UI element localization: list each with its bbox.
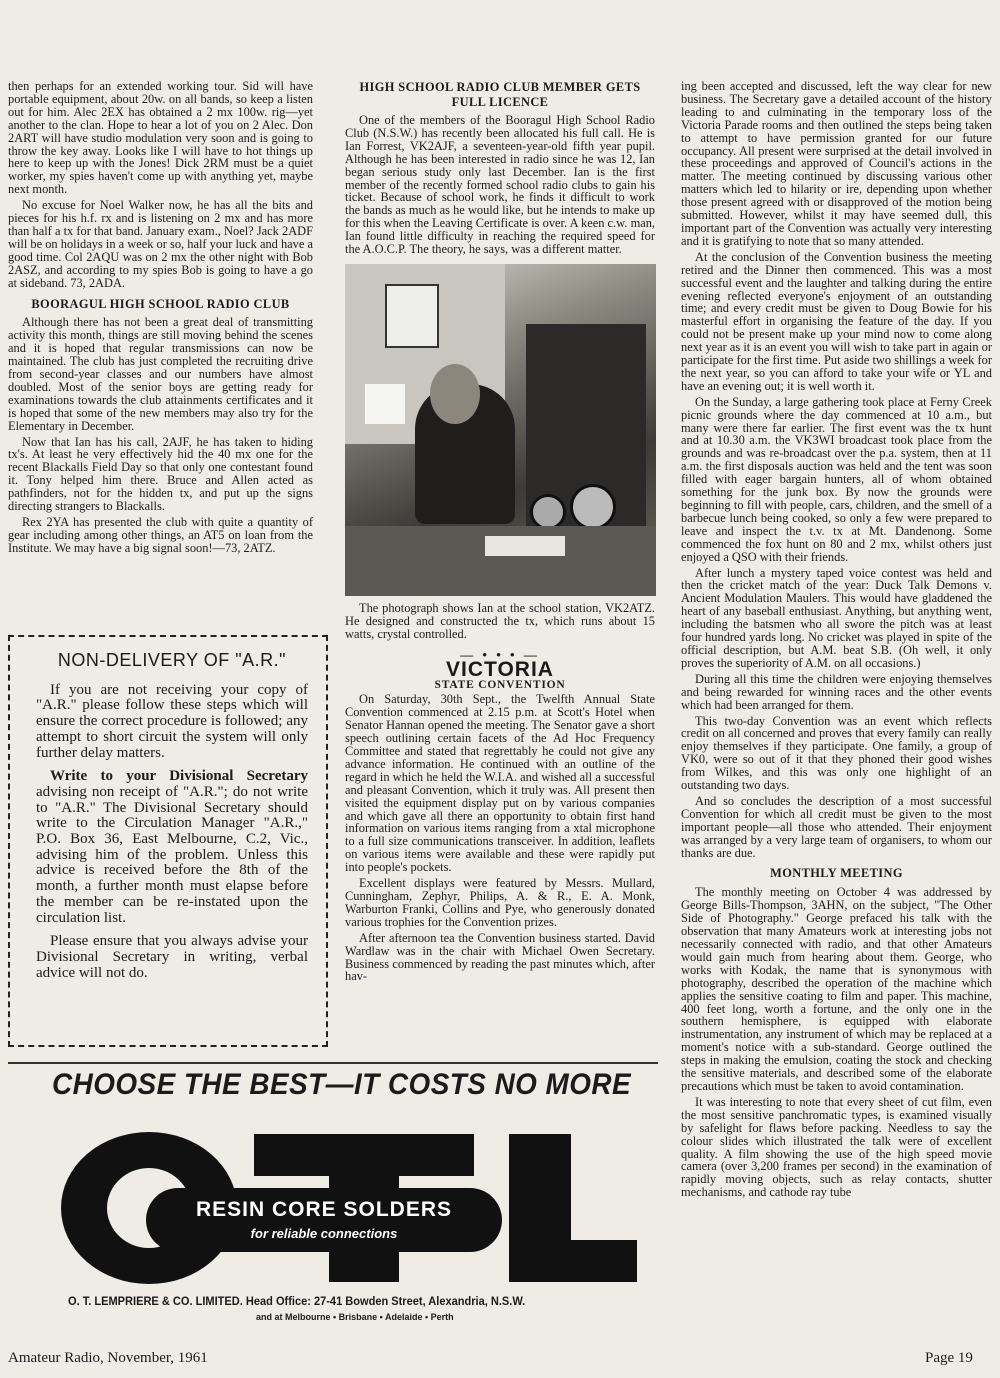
article-paragraph: After lunch a mystery taped voice contest was held and then the cricket match of the year: Duck Talk Demons v. Ancient Modulation Maulers. This would have gladdened the heart of any baseball enthusiast. Anything, but anything went, including the batsmen who all swore the pitch was at least four hundred yards long. No cricket was played in spite of the official description, but A.M. beat S.B. (Oh well, it only proves the superiority of A.M. on all occasions.) (681, 565, 992, 670)
article-paragraph: After afternoon tea the Convention business started. David Wardlaw was in the chair with Michael Owen Secretary. Business commenced by reading the past minutes which, after hav- (345, 930, 655, 984)
article-paragraph: The monthly meeting on October 4 was addressed by George Bills-Thompson, 3AHN, on the subject, "The Other Side of Photography." George prefaced his talk with the observation that many Amateurs work at interesting jobs not necessarily connected with radio, and that other Amateurs would gain much from hearing about them. George, who works with Kodak, the name that is synonymous with photography, described the operation of the machine which applies the sensitive coating to film and paper. This machine, 400 feet long, worth a fortune, and the only one in the southern hemisphere, is equipped with elaborate instrumentation, any instrument of which may be replaced at a moment's notice with a sub-standard. George outlined the steps in making the emulsion, coating the stock and checking the sensitive materials, and described some of the elaborate precautions which must be taken to avoid contamination. (681, 885, 992, 1093)
photo-meter (570, 484, 616, 530)
article-paragraph: then perhaps for an extended working tour. Sid will have portable equipment, about 20w. on all bands, so keep a listen out for him. Alec 2EX has obtained a 2 mx 100w. rig—yet another to the clan. Hope to hear a lot of you on 2 Alec. Don 2ART will have studio modulation very soon and is going to throw the key away. Looks like I will have to hot things up here to keep up with the Jones! Dick 2RM must be a quiet worker, my spies haven't come up with anything yet, maybe next month. (8, 79, 313, 197)
article-paragraph: This two-day Convention was an event which reflects credit on all concerned and proves that every family can really enjoy themselves if they participate. One family, a group of VK0, were so out of it that they phoned their good wishes from Wilkes, and this was only one highlight of an outstanding two days. (681, 713, 992, 793)
article-heading-line: FULL LICENCE (451, 95, 549, 109)
notice-paragraph (36, 769, 308, 926)
notice-paragraph: Please ensure that you always advise your Divisional Secretary in writing, verbal advice will not do. (36, 933, 308, 981)
article-paragraph: It was interesting to note that every sheet of cut film, even the most sensitive panchromatic types, is examined visually by safelight for flaws before packing. Needless to say the colour slides which illustrated the talk were of excellent quality. A film showing the use of the high speed movie camera (over 3,200 frames per second) in the examination of rapidly moving objects, such as relay contacts, shutter mechanisms, and cathode ray tube (681, 1094, 992, 1200)
ad-product-band (146, 1188, 502, 1252)
article-heading (345, 80, 655, 110)
notice-bold-instruction: Write to your Divisional Secretary (50, 768, 308, 785)
photo-caption: The photograph shows Ian at the school station, VK2ATZ. He designed and constructed the tx, which runs about 15 watts, crystal controlled. (345, 600, 655, 641)
notice-title: NON-DELIVERY OF "A.R." (57, 650, 287, 670)
article-paragraph: At the conclusion of the Convention business the meeting retired and the Dinner then commenced. This was a most successful event and the laughter and talking during the entire evening reflected everyone's enjoyment of an outstanding time; and every credit must be given to Doug Bowie for his masterful effort in organising the feature of the day. If you could not be present make up your mind now to come along next year as it is an event you will wish to take part in again or participate for the first time. Put aside two shillings a week for the next year, so you can afford to take your wife or YL and have an evening out; it is well worth it. (681, 249, 992, 393)
solder-advertisement (8, 1062, 658, 1352)
photo-radio-station (345, 264, 656, 596)
column-middle (345, 80, 655, 986)
article-paragraph: Now that Ian has his call, 2AJF, he has taken to hiding tx's. At least he very effectively hid the 40 mx one for the recent Blackalls Field Day so that only one contestant found it. Tony helped him there. Bruce and Allen acted as pathfinders, not for the hidden tx, and put up the signs directing strangers to Blackalls. (8, 434, 313, 514)
ad-branches: and at Melbourne • Brisbane • Adelaide • Perth (256, 1312, 454, 1322)
section-heading: BOORAGUL HIGH SCHOOL RADIO CLUB (31, 296, 290, 311)
ad-slogan: CHOOSE THE BEST—IT COSTS NO MORE (52, 1068, 632, 1101)
photo-meter (530, 494, 566, 530)
footer-page-number: Page 19 (925, 1350, 973, 1366)
footer-publication: Amateur Radio, November, 1961 (8, 1350, 208, 1366)
notice-instruction-text: advising non receipt of "A.R."; do not write to "A.R." The Divisional Secretary should write to the Circulation Manager "A.R.," P.O. Box 36, East Melbourne, C.2, Vic., advising him of the problem. Unless this advice is received before the 8th of the month, a further month must elapse before the member can be re-instated upon the circulation list. (36, 783, 308, 926)
notice-paragraph: If you are not receiving your copy of "A.R." please follow these steps which will ensure the correct procedure is followed; any attempt to short circuit the system will only further delay matters. (36, 681, 308, 761)
article-paragraph: Rex 2YA has presented the club with quite a quantity of gear including among other things, an AT5 on loan from the Institute. We may have a big signal soon!—73, 2ATZ. (8, 515, 313, 555)
section-divider: — • • • — (460, 646, 540, 662)
photo-poster (365, 384, 405, 424)
section-subheading: STATE CONVENTION (434, 678, 566, 691)
division-heading: VICTORIA (446, 657, 554, 681)
article-paragraph: Although there has not been a great deal of transmitting activity this month, things are still moving behind the scenes and it is hoped that regular transmissions can now be maintained. The club has just completed the recruiting drive from second-year classes and our numbers have almost doubled. Most of the senior boys are getting ready for examinations towards the club attainments certificates and it is hoped that some of the new members may also try for the Elementary in December. (8, 315, 313, 433)
ad-tagline: for reliable connections (250, 1226, 398, 1241)
column-left (8, 80, 313, 558)
section-heading: MONTHLY MEETING (770, 866, 903, 881)
ad-company-address: O. T. LEMPRIERE & CO. LIMITED. Head Office: 27-41 Bowden Street, Alexandria, N.S.W. (68, 1294, 526, 1308)
photo-poster (385, 284, 439, 348)
article-paragraph: One of the members of the Booragul High School Radio Club (N.S.W.) has recently been allocated his full call. He is Ian Forrest, VK2AJF, a seventeen-year-old fifth year pupil. Although he has been interested in radio since he was 12, Ian began serious study only last December. Ian is the first member of the recently formed school radio clubs to gain his ticket. Because of school work, he finds it difficult to work the bands as much as he would like, but he intends to make up for this when the Leaving Certificate is over. A keen c.w. man, Ian found little difficulty in reaching the required speed for the A.O.C.P. The theory, he says, was a different matter. (345, 113, 655, 257)
article-paragraph: And so concludes the description of a most successful Convention for which all credit must be given to the most important people—all those who attended. Their enjoyment was arranged by a very large team of organisers, to whom our thanks are due. (681, 793, 992, 860)
column-right (681, 80, 992, 1202)
photo-operator-head (430, 364, 480, 424)
article-paragraph: ing been accepted and discussed, left the way clear for new business. The Secretary gave a detailed account of the history leading to and culminating in the temporary loss of the Victoria Parade rooms and then outlined the steps being taken to attempt to have permission granted for our future occupancy. All present were surprised at the detail involved in these proceedings and approved of Council's actions in the matter. The meeting continued by discussing various other matters which led to hilarity or ire, depending upon whether those present agreed with or disapproved of the motion being submitted. However, whilst it may have seemed dull, this important part of the Convention was actually very interesting and it is gratifying to note that so many attended. (681, 79, 992, 248)
ad-product-name: RESIN CORE SOLDERS (195, 1198, 453, 1221)
article-paragraph: During all this time the children were enjoying themselves and being rewarded for winning races and the other events which had been arranged for them. (681, 671, 992, 712)
photo-logbook (485, 536, 565, 556)
otl-logo-text: OTL (54, 1124, 56, 1125)
article-paragraph: No excuse for Noel Walker now, he has all the bits and pieces for his h.f. rx and is listening on 2 mx and has more than half a tx for that band. January exam., Noel? Jack 2ADF will be on holidays in a week or so, half your luck and have a good time. Col 2AQU was on 2 mx the other night with Bob 2ASZ, and according to my spies Bob is going to have a go at sideband. 73, 2ADA. (8, 198, 313, 290)
article-paragraph: On Saturday, 30th Sept., the Twelfth Annual State Convention commenced at 2.15 p.m. at Scott's Hotel when Senator Hannan opened the meeting. The Senator gave a short speech outlining certain facets of the Ad Hoc Frequency Committee and stated that regrettably he could not give any advance information. He continued with an outline of the regard in which he held the W.I.A. and wished all a successful and pleasant Convention, which it truly was. All present then visited the equipment display put on by various companies and which gave all there an opportunity to obtain first hand information on various items ranging from a xtal microphone to a full size communications transceiver. In addition, leaflets on various items were available and these were rapidly put into people's pockets. (345, 692, 655, 875)
article-paragraph: On the Sunday, a large gathering took place at Ferny Creek picnic grounds where the day commenced at 10 a.m., but many were there far earlier. The first event was the tx hunt and at 10.30 a.m. the VK3WI broadcast took place from the grounds and was re-broadcast over the p.a. system, then at 11 a.m. the first disposals auction was held and the tent was soon filled with eager bargain hunters, all of whom obtained something for the junk box. By now the grounds were beginning to fill with people, cars, children, and the smell of a barbecue lunch being cooked, so only a few were prepared to leave and inspect the t.v. tx at Mt. Dandenong. Some commenced the fox hunt on 80 and 2 mx, whilst others just enjoyed a QSO with their friends. (681, 394, 992, 564)
article-paragraph: Excellent displays were featured by Messrs. Mullard, Cunningham, Zephyr, Philips, A. & R., E. A. Monk, Warburton Franki, Collins and Pye, who generously donated various trophies for the Convention prizes. (345, 876, 655, 929)
article-heading-line: HIGH SCHOOL RADIO CLUB MEMBER GETS (359, 80, 641, 94)
non-delivery-notice-box (8, 635, 328, 1047)
